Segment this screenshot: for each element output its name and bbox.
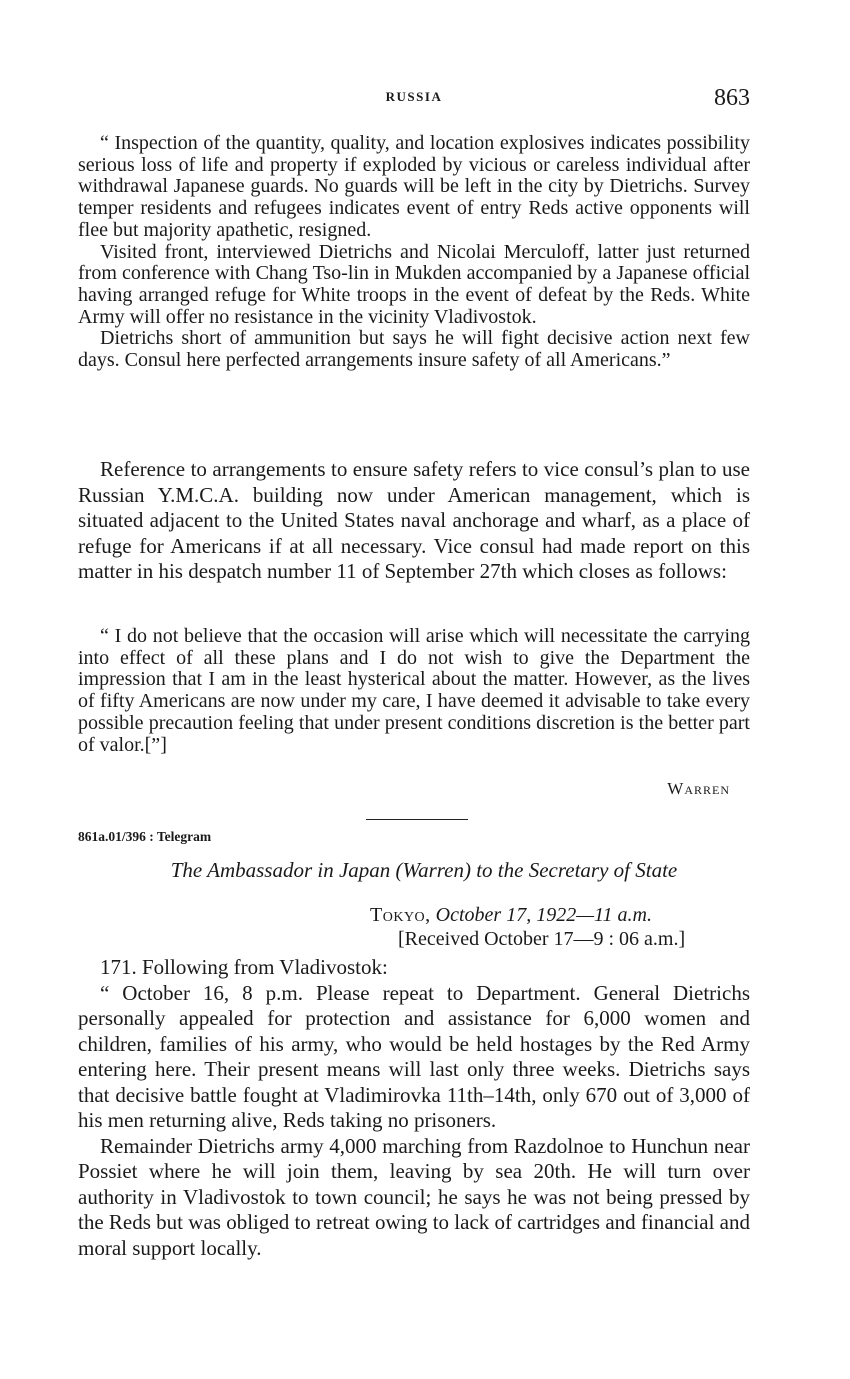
page-number: 863 xyxy=(714,85,750,111)
telegram-body xyxy=(78,955,750,1261)
document-title: The Ambassador in Japan (Warren) to the Secretary of State xyxy=(170,858,678,882)
section-divider xyxy=(366,819,468,820)
file-reference: 861a.01/396 : Telegram xyxy=(78,829,212,844)
quote-paragraph: “ I do not believe that the occasion will arise which will necessitate the carrying into effect of all these plans and I do not wish to give the Department the impression that I am in the least hysterical about the matter. However, as the lives of fifty Americans are now under my care, I have deemed it advisable to take every possible precaution feeling that under present conditions discretion is the better part of valor.[”] xyxy=(78,625,750,756)
quoted-despatch-excerpt xyxy=(78,626,750,756)
received-line: [Received October 17—9 : 06 a.m.] xyxy=(398,928,686,950)
body-paragraph: “ October 16, 8 p.m. Please repeat to Department. General Dietrichs personally appealed for protection and assistance for 6,000 women and children, families of his army, who would be held hostages by the Red Army entering here. Their present means will last only three weeks. Dietrichs says that decisive battle fought at Vladimirovka 11th–14th, only 670 out of 3,000 of his men returning alive, Reds taking no prisoners. xyxy=(78,980,750,1132)
body-paragraph: 171. Following from Vladivostok: xyxy=(100,955,388,979)
quote-paragraph: Visited front, interviewed Dietrichs and Nicolai Merculoff, latter just returned from conference with Chang Tso-lin in Mukden accompanied by a Japanese official having arranged refuge for White troops in the event of defeat by the Reds. White Army will offer no resistance in the vicinity Vladivostok. xyxy=(78,240,750,328)
page-header xyxy=(78,85,750,115)
body-paragraph-block xyxy=(78,457,750,585)
body-paragraph: Reference to arrangements to ensure safety refers to vice consul’s plan to use Russian Y.M.C.A. building now under American management, which is situated adjacent to the United States naval anchorage and wharf, as a place of refuge for Americans if at all necessary. Vice consul had made report on this matter in his despatch number 11 of September 27th which closes as follows: xyxy=(78,457,750,583)
dateline xyxy=(370,904,652,927)
body-paragraph: Remainder Dietrichs army 4,000 marching from Razdolnoe to Hunchun near Possiet where he will join them, leaving by sea 20th. He will turn over authority in Vladivostok to town council; he says he was not being pressed by the Reds but was obliged to retreat owing to lack of cartridges and financial and moral support locally. xyxy=(78,1133,750,1260)
quote-paragraph: “ Inspection of the quantity, quality, and location explosives indicates possibility serious loss of life and property if exploded by vicious or careless individual after withdrawal Japanese guards. No guards will be left in the city by Dietrichs. Survey temper residents and refugees indicates event of entry Reds active opponents will flee but majority apathetic, resigned. xyxy=(78,132,750,241)
quoted-telegram-excerpt xyxy=(78,133,750,372)
dateline-place: Tokyo, xyxy=(370,904,431,926)
quote-paragraph: Dietrichs short of ammunition but says he will fight decisive action next few days. Consul here perfected arrangements insure safety of all Americans.” xyxy=(78,327,750,372)
dateline-date: October 17, 1922—11 a.m. xyxy=(435,904,652,926)
running-head: RUSSIA xyxy=(385,89,443,104)
signature: Warren xyxy=(667,779,730,798)
